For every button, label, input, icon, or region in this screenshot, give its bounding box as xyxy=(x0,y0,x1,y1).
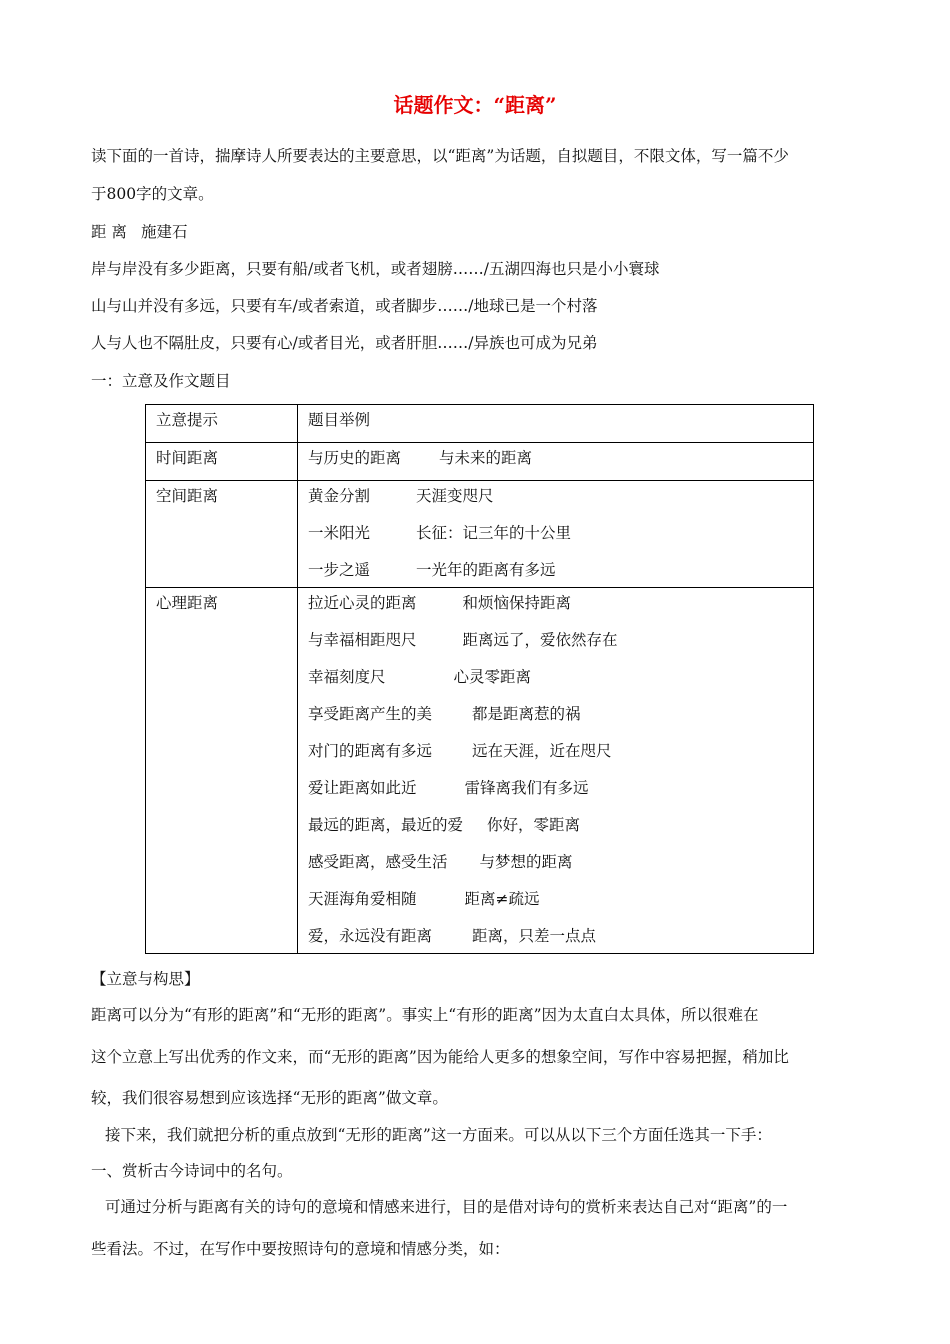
poem-line-3: 人与人也不隔肚皮，只要有心/或者目光，或者肝胆……/异族也可成为兄弟 xyxy=(91,334,598,352)
table-cell-examples xyxy=(298,588,814,954)
table-cell-examples xyxy=(298,481,814,588)
topics-table xyxy=(145,404,814,954)
example-line xyxy=(308,518,813,555)
poem-line-2: 山与山并没有多远，只要有车/或者索道，或者脚步……/地球已是一个村落 xyxy=(91,297,598,315)
para3-line-2: 些看法。不过，在写作中要按照诗句的意境和情感分类，如： xyxy=(91,1240,510,1258)
example-title: 长征：记三年的十公里 xyxy=(416,524,572,542)
example-title: 黄金分割 xyxy=(308,487,371,505)
example-title: 心灵零距离 xyxy=(453,668,532,686)
example-title: 拉近心灵的距离 xyxy=(308,594,417,612)
para1-line-3: 较，我们很容易想到应该选择“无形的距离”做文章。 xyxy=(91,1089,448,1107)
table-cell-hint: 时间距离 xyxy=(146,443,298,481)
table-cell-examples xyxy=(298,443,814,481)
table-header-row xyxy=(146,405,814,443)
example-line xyxy=(308,443,813,480)
table-header-cell: 立意提示 xyxy=(146,405,298,443)
para1-line-1: 距离可以分为“有形的距离”和“无形的距离”。事实上“有形的距离”因为太直白太具体，所以很难在 xyxy=(91,1006,759,1024)
example-title: 一米阳光 xyxy=(308,524,371,542)
example-title: 与梦想的距离 xyxy=(479,853,573,871)
table-row xyxy=(146,443,814,481)
example-title: 爱让距离如此近 xyxy=(308,779,417,797)
table-header-cell: 题目举例 xyxy=(298,405,814,443)
page-title: 话题作文：“距离” xyxy=(393,93,557,117)
example-line xyxy=(308,555,813,587)
example-title: 和烦恼保持距离 xyxy=(462,594,572,612)
section-heading-2: 【立意与构思】 xyxy=(91,970,200,988)
example-line xyxy=(308,884,813,921)
example-line xyxy=(308,810,813,847)
table-cell-hint: 心理距离 xyxy=(146,588,298,954)
poem-author: 施建石 xyxy=(140,223,188,241)
para3-line-1: 可通过分析与距离有关的诗句的意境和情感来进行，目的是借对诗句的赏析来表达自己对“距离”的一 xyxy=(105,1198,788,1216)
example-line xyxy=(308,662,813,699)
example-line xyxy=(308,736,813,773)
intro-line-2: 于800字的文章。 xyxy=(91,185,214,203)
poem-heading xyxy=(91,222,187,242)
example-title: 与历史的距离 xyxy=(308,449,402,467)
example-line xyxy=(308,773,813,810)
section-heading-1: 一：立意及作文题目 xyxy=(91,372,231,390)
example-line xyxy=(308,699,813,736)
example-line xyxy=(308,921,813,953)
example-title: 天涯海角爱相随 xyxy=(308,890,417,908)
example-line xyxy=(308,481,813,518)
example-line xyxy=(308,588,813,625)
para2: 接下来，我们就把分析的重点放到“无形的距离”这一方面来。可以从以下三个方面任选其一下手： xyxy=(105,1126,772,1144)
example-line xyxy=(308,625,813,662)
example-title: 距离远了，爱依然存在 xyxy=(462,631,618,649)
example-title: 最远的距离，最近的爱 xyxy=(308,816,464,834)
example-title: 对门的距离有多远 xyxy=(308,742,433,760)
example-title: 远在天涯，近在咫尺 xyxy=(472,742,612,760)
example-line xyxy=(308,847,813,884)
para1-line-2: 这个立意上写出优秀的作文来，而“无形的距离”因为能给人更多的想象空间，写作中容易把握，稍加比 xyxy=(91,1048,789,1066)
poem-line-1: 岸与岸没有多少距离，只要有船/或者飞机，或者翅膀……/五湖四海也只是小小寰球 xyxy=(91,260,660,278)
example-title: 你好，零距离 xyxy=(487,816,581,834)
example-title: 爱，永远没有距离 xyxy=(308,927,433,945)
example-title: 享受距离产生的美 xyxy=(308,705,433,723)
example-title: 都是距离惹的祸 xyxy=(472,705,581,723)
table-cell-hint: 空间距离 xyxy=(146,481,298,588)
intro-line-1: 读下面的一首诗，揣摩诗人所要表达的主要意思，以“距离”为话题，自拟题目，不限文体，写一篇不少 xyxy=(91,147,789,165)
example-title: 雷锋离我们有多远 xyxy=(464,779,589,797)
example-title: 一光年的距离有多远 xyxy=(416,561,556,579)
example-title: 距离≠疏远 xyxy=(464,890,540,908)
table-row xyxy=(146,588,814,954)
example-title: 一步之遥 xyxy=(308,561,371,579)
example-title: 天涯变咫尺 xyxy=(416,487,494,505)
example-title: 与幸福相距咫尺 xyxy=(308,631,417,649)
example-title: 与未来的距离 xyxy=(439,449,533,467)
section-heading-3: 一、赏析古今诗词中的名句。 xyxy=(91,1162,293,1180)
example-title: 幸福刻度尺 xyxy=(308,668,386,686)
example-title: 距离，只差一点点 xyxy=(472,927,597,945)
example-title: 感受距离，感受生活 xyxy=(308,853,448,871)
poem-title: 距 离 xyxy=(91,223,127,241)
table-row xyxy=(146,481,814,588)
